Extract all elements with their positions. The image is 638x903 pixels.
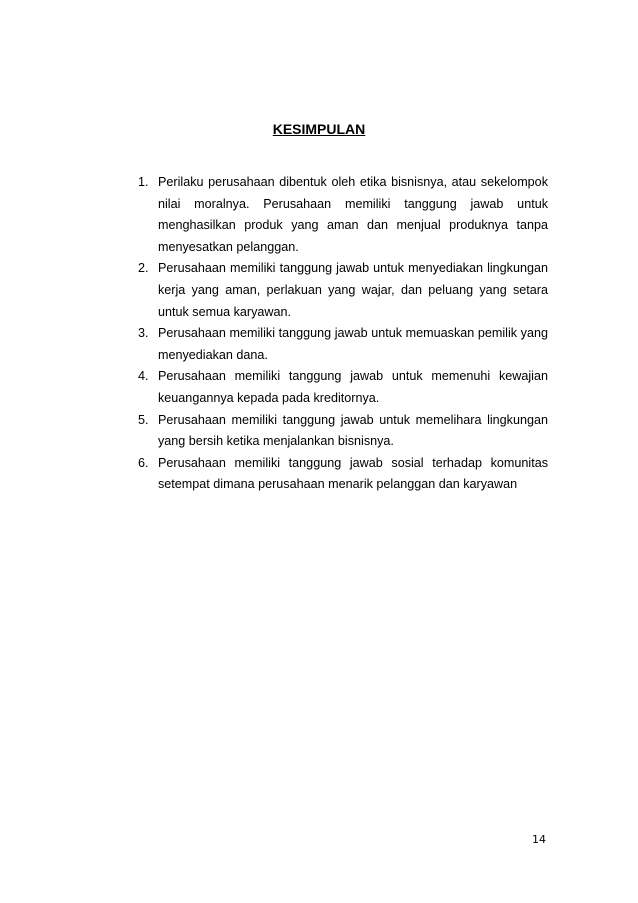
list-item [138,366,548,409]
conclusion-list [138,172,548,496]
page-number: 14 [532,833,546,846]
page-title: KESIMPULAN [272,121,366,137]
list-item-text: Perusahaan memiliki tanggung jawab untuk memenuhi kewajian keuangannya kepada pada kreditornya. [158,369,548,405]
list-item-number: 6. [138,455,149,470]
list-item [138,172,548,258]
list-item-text: Perilaku perusahaan dibentuk oleh etika bisnisnya, atau sekelompok nilai moralnya. Perusahaan memiliki tanggung jawab untuk menghasilkan produk yang aman dan menjual produknya tanpa menyesatkan pelanggan. [158,175,548,254]
list-item [138,453,548,496]
list-item-text: Perusahaan memiliki tanggung jawab untuk menyediakan lingkungan kerja yang aman, perlakuan yang wajar, dan peluang yang setara untuk semua karyawan. [158,261,548,319]
list-item-number: 3. [138,326,149,341]
list-item-number: 2. [138,261,149,276]
list-item-text: Perusahaan memiliki tanggung jawab untuk memuaskan pemilik yang menyediakan dana. [158,326,548,362]
list-item [138,323,548,366]
list-item-number: 5. [138,412,149,427]
list-item [138,258,548,323]
list-item-text: Perusahaan memiliki tanggung jawab sosial terhadap komunitas setempat dimana perusahaan menarik pelanggan dan karyawan [158,455,548,492]
list-item-text: Perusahaan memiliki tanggung jawab untuk memelihara lingkungan yang bersih ketika menjalankan bisnisnya. [158,412,548,449]
list-item-number: 4. [138,369,149,384]
list-item-number: 1. [138,175,149,189]
list-item [138,410,548,453]
